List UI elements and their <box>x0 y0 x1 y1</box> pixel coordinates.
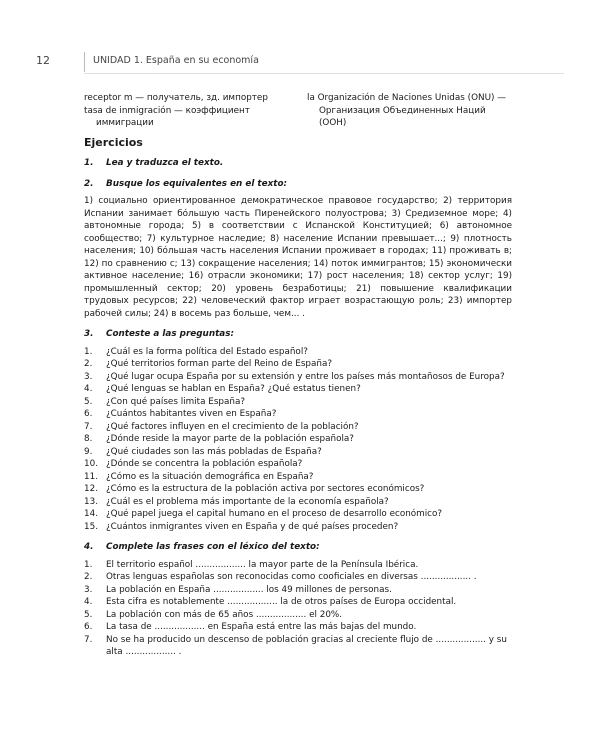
item-text: ¿Cómo es la situación demográfica en España? <box>106 471 314 482</box>
vocabulary-left-column <box>84 92 289 130</box>
item-text: ¿Cuál es el problema más importante de la economía española? <box>106 496 389 507</box>
item-text: El territorio español .................. la mayor parte de la Península Ibérica. <box>106 559 419 570</box>
task-heading <box>84 157 512 170</box>
item-text: ¿Dónde reside la mayor parte de la población española? <box>106 434 354 444</box>
task-title: Complete las frases con el léxico del texto: <box>106 542 320 552</box>
task-number: 2. <box>84 178 94 189</box>
vocab-entry: tasa de inmigración — коэффициент иммиграции <box>84 105 250 128</box>
item-number: 1. <box>84 559 93 570</box>
item-text: ¿Qué ciudades son las más pobladas de España? <box>106 446 322 457</box>
list-item <box>84 571 512 584</box>
task-heading <box>84 328 512 341</box>
item-number: 9. <box>84 446 93 457</box>
item-text: ¿Cuántos inmigrantes viven en España y de qué países proceden? <box>106 521 399 532</box>
exercises-title: Ejercicios <box>84 135 143 149</box>
list-item <box>84 483 512 496</box>
list-item <box>84 634 512 659</box>
questions-list <box>84 346 512 534</box>
list-item <box>84 621 512 634</box>
item-number: 2. <box>84 359 93 369</box>
item-number: 7. <box>84 421 93 432</box>
running-title: UNIDAD 1. España en su economía <box>93 55 259 66</box>
list-item <box>84 383 512 396</box>
item-number: 3. <box>84 371 93 382</box>
item-number: 3. <box>84 584 93 595</box>
item-text: ¿Con qué países limita España? <box>106 396 246 407</box>
list-item <box>84 596 512 609</box>
item-number: 7. <box>84 634 93 645</box>
list-item <box>84 584 512 597</box>
vocabulary-right-column <box>307 92 512 130</box>
equivalents-paragraph: 1) социально ориентированное демократическое правовое государство; 2) территория Испании занимает бóльшую часть Пиренейского полуострова; 3) Средиземное море; 4) автономные города; 5) в соответствии с Испанской Конституцией; 6) автономное сообщество; 7) культурное наследие; 8) население Испании превышает...; 9) плотность населения; 10) бóльшая часть населения Испании проживает в городах; 11) проживать в; 12) по сравнению с; 13) сокращение населения; 14) поток иммигрантов; 15) экономически активное население; 16) отрасли экономики; 17) рост населения; 18) сектор услуг; 19) промышленный сектор; 20) уровень безработицы; 21) повышение квалификации трудовых ресурсов; 22) человеческий фактор играет возрастающую роль; 23) импортер рабочей силы; 24) в восемь раз больше, чем... . <box>84 196 512 319</box>
item-number: 6. <box>84 622 93 632</box>
item-text: ¿Qué territorios forman parte del Reino de España? <box>106 359 333 369</box>
task-heading <box>84 178 512 191</box>
list-item <box>84 371 512 384</box>
item-number: 5. <box>84 396 93 407</box>
item-number: 12. <box>84 484 98 494</box>
item-text: ¿Cuántos habitantes viven en España? <box>106 409 277 419</box>
list-item <box>84 521 512 534</box>
task-title: Lea y traduzca el texto. <box>106 158 224 168</box>
item-text: ¿Qué papel juega el capital humano en el proceso de desarrollo económico? <box>106 509 443 519</box>
item-text: ¿Cuál es la forma política del Estado español? <box>106 346 308 357</box>
list-item <box>84 421 512 434</box>
sentences-list <box>84 559 512 659</box>
list-item <box>84 496 512 509</box>
task-heading <box>84 541 512 554</box>
item-text: Esta cifra es notablemente .................. la de otros países de Europa occidental. <box>106 597 457 607</box>
list-item <box>84 433 512 446</box>
list-item <box>84 346 512 359</box>
item-number: 2. <box>84 572 93 582</box>
vocab-entry: la Organización de Naciones Unidas (ONU) — Организация Объединенных Наций (ООН) <box>307 93 507 128</box>
header-rule <box>84 73 564 74</box>
task-number: 1. <box>84 158 94 168</box>
item-number: 15. <box>84 521 98 532</box>
list-item <box>84 609 512 622</box>
item-text: La población con más de 65 años .................. el 20%. <box>106 609 343 620</box>
item-number: 1. <box>84 346 93 357</box>
list-item <box>84 471 512 484</box>
vocabulary-block <box>84 92 512 130</box>
item-text: ¿Qué lugar ocupa España por su extensión y entre los países más montañosos de Europa? <box>106 371 505 382</box>
item-number: 8. <box>84 434 93 444</box>
page-number: 12 <box>36 54 50 67</box>
task-title: Conteste a las preguntas: <box>106 329 234 339</box>
page-header <box>36 52 564 74</box>
item-text: ¿Qué lenguas se hablan en España? ¿Qué estatus tienen? <box>106 384 361 394</box>
item-number: 11. <box>84 471 98 482</box>
list-item <box>84 446 512 459</box>
item-number: 4. <box>84 597 93 607</box>
item-text: La tasa de .................. en España está entre las más bajas del mundo. <box>106 622 417 632</box>
item-text: ¿Qué factores influyen en el crecimiento de la población? <box>106 421 359 432</box>
header-divider <box>84 52 85 72</box>
list-item <box>84 358 512 371</box>
task-title: Busque los equivalentes en el texto: <box>106 178 288 189</box>
item-number: 5. <box>84 609 93 620</box>
list-item <box>84 508 512 521</box>
list-item <box>84 408 512 421</box>
task-number: 3. <box>84 329 94 339</box>
item-text: ¿Cómo es la estructura de la población activa por sectores económicos? <box>106 484 425 494</box>
list-item <box>84 396 512 409</box>
item-text: La población en España .................. los 49 millones de personas. <box>106 584 392 595</box>
item-number: 10. <box>84 459 98 469</box>
vocab-entry: receptor m — получатель, зд. импортер <box>84 93 268 103</box>
item-number: 6. <box>84 409 93 419</box>
item-number: 4. <box>84 384 93 394</box>
list-item <box>84 458 512 471</box>
item-text: Otras lenguas españolas son reconocidas como cooficiales en diversas .................. . <box>106 572 477 582</box>
item-number: 14. <box>84 509 98 519</box>
list-item <box>84 559 512 572</box>
page-content <box>84 92 512 659</box>
item-text: ¿Dónde se concentra la población española? <box>106 459 303 469</box>
task-number: 4. <box>84 542 94 552</box>
item-text: No se ha producido un descenso de población gracias al creciente flujo de .................. y su alta .................. . <box>106 634 507 657</box>
item-number: 13. <box>84 496 98 507</box>
